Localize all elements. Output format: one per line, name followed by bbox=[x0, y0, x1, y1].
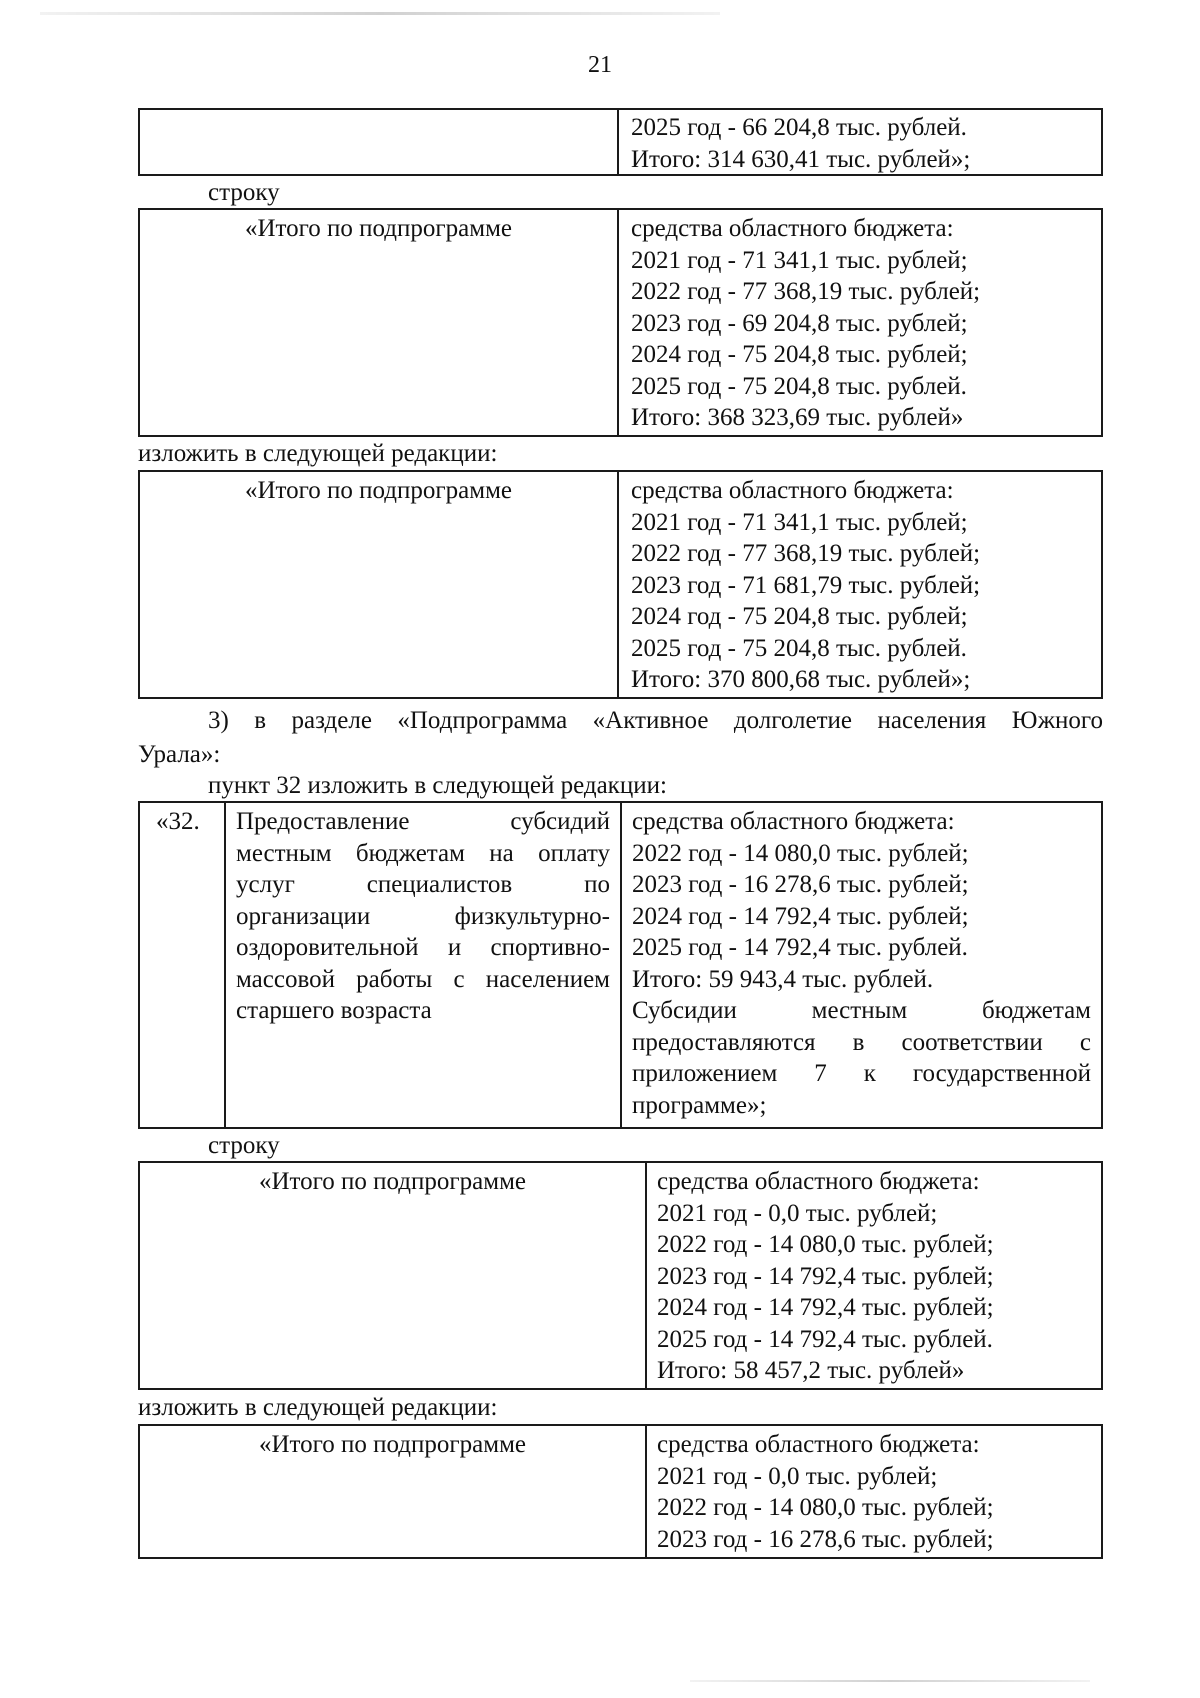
description-line: организации физкультурно- bbox=[236, 902, 610, 930]
subprogram-total-label: «Итого по подпрограмме bbox=[258, 1168, 526, 1195]
funding-line: 2021 год - 71 341,1 тыс. рублей; bbox=[631, 508, 968, 536]
subsidy-note-line: программе»; bbox=[632, 1091, 767, 1119]
funding-line: средства областного бюджета: bbox=[631, 477, 954, 504]
subprogram-total-funding-cell bbox=[645, 1163, 1101, 1388]
label-stroku: строку bbox=[208, 1132, 280, 1159]
section-paragraph-line1: 3) в разделе «Подпрограмма «Активное долголетие населения Южного bbox=[208, 707, 1103, 734]
subsidy-note-line: предоставляются в соответствии с bbox=[632, 1028, 1091, 1056]
description-line: массовой работы с населением bbox=[236, 965, 610, 993]
subprogram-total-label-cell bbox=[140, 1426, 645, 1557]
item-32-number-cell bbox=[140, 803, 224, 1127]
funding-line: 2025 год - 14 792,4 тыс. рублей. bbox=[632, 934, 968, 961]
table-continuation-left-cell bbox=[140, 110, 617, 174]
funding-line: 2024 год - 75 204,8 тыс. рублей; bbox=[631, 341, 968, 368]
subprogram-total-label-cell bbox=[140, 472, 617, 697]
funding-line: 2023 год - 71 681,79 тыс. рублей; bbox=[631, 571, 981, 599]
funding-line: 2021 год - 71 341,1 тыс. рублей; bbox=[631, 246, 968, 274]
section-paragraph-line2: Урала»: bbox=[138, 741, 221, 768]
subprogram-total-label-cell bbox=[140, 1163, 645, 1388]
subprogram-total-funding-cell bbox=[617, 472, 1101, 697]
funding-line: 2023 год - 14 792,4 тыс. рублей; bbox=[657, 1262, 994, 1290]
funding-line: 2022 год - 14 080,0 тыс. рублей; bbox=[632, 839, 969, 867]
funding-line: 2022 год - 77 368,19 тыс. рублей; bbox=[631, 540, 981, 567]
table-old-subprogram-total-2 bbox=[138, 1161, 1103, 1390]
table-new-subprogram-total-2 bbox=[138, 1424, 1103, 1559]
scan-artifact-bottom bbox=[690, 1680, 1090, 1682]
funding-line: 2022 год - 14 080,0 тыс. рублей; bbox=[657, 1494, 994, 1521]
description-line: оздоровительной и спортивно- bbox=[236, 934, 610, 961]
subprogram-total-label: «Итого по подпрограмме bbox=[244, 215, 512, 242]
funding-line: 2021 год - 0,0 тыс. рублей; bbox=[657, 1462, 938, 1490]
item-32-number: «32. bbox=[156, 808, 200, 835]
funding-line: 2021 год - 0,0 тыс. рублей; bbox=[657, 1199, 938, 1227]
label-stroku: строку bbox=[208, 179, 280, 206]
funding-line: 2023 год - 69 204,8 тыс. рублей; bbox=[631, 309, 968, 337]
funding-line: 2023 год - 16 278,6 тыс. рублей; bbox=[657, 1525, 994, 1553]
description-line: старшего возраста bbox=[236, 997, 432, 1024]
funding-line: средства областного бюджета: bbox=[657, 1168, 980, 1195]
funding-line: 2024 год - 14 792,4 тыс. рублей; bbox=[632, 902, 969, 930]
funding-line: Итого: 370 800,68 тыс. рублей»; bbox=[631, 666, 971, 693]
subprogram-total-label: «Итого по подпрограмме bbox=[258, 1431, 526, 1458]
table-item-32 bbox=[138, 801, 1103, 1129]
funding-line: Итого: 368 323,69 тыс. рублей» bbox=[631, 404, 964, 431]
funding-line: 2023 год - 16 278,6 тыс. рублей; bbox=[632, 871, 969, 898]
label-izlozhit: изложить в следующей редакции: bbox=[138, 1394, 498, 1421]
description-line: Предоставление субсидий bbox=[236, 808, 610, 835]
funding-line: Итого: 59 943,4 тыс. рублей. bbox=[632, 965, 934, 993]
item-32-funding-cell bbox=[620, 803, 1101, 1127]
item-32-description-cell bbox=[224, 803, 620, 1127]
label-izlozhit: изложить в следующей редакции: bbox=[138, 440, 498, 467]
scan-artifact-top bbox=[40, 12, 720, 15]
table-continuation bbox=[138, 108, 1103, 176]
funding-line: средства областного бюджета: bbox=[631, 215, 954, 242]
description-line: услуг специалистов по bbox=[236, 871, 610, 898]
funding-line: средства областного бюджета: bbox=[632, 808, 955, 835]
table-continuation-right-cell bbox=[617, 110, 1101, 174]
table-continuation-line: 2025 год - 66 204,8 тыс. рублей. bbox=[631, 114, 967, 141]
funding-line: 2024 год - 75 204,8 тыс. рублей; bbox=[631, 603, 968, 630]
description-line: местным бюджетам на оплату bbox=[236, 839, 610, 867]
funding-line: 2024 год - 14 792,4 тыс. рублей; bbox=[657, 1294, 994, 1321]
subsidy-note-line: приложением 7 к государственной bbox=[632, 1060, 1091, 1087]
funding-line: 2022 год - 14 080,0 тыс. рублей; bbox=[657, 1231, 994, 1258]
subprogram-total-label-cell bbox=[140, 210, 617, 435]
label-punkt-32: пункт 32 изложить в следующей редакции: bbox=[208, 772, 667, 799]
funding-line: 2025 год - 75 204,8 тыс. рублей. bbox=[631, 372, 967, 400]
table-old-subprogram-total bbox=[138, 208, 1103, 437]
funding-line: средства областного бюджета: bbox=[657, 1431, 980, 1458]
funding-line: 2025 год - 75 204,8 тыс. рублей. bbox=[631, 634, 967, 662]
page-number: 21 bbox=[588, 52, 612, 78]
subprogram-total-funding-cell bbox=[645, 1426, 1101, 1557]
funding-line: 2025 год - 14 792,4 тыс. рублей. bbox=[657, 1325, 993, 1353]
subsidy-note-line: Субсидии местным бюджетам bbox=[632, 997, 1091, 1024]
table-continuation-line: Итого: 314 630,41 тыс. рублей»; bbox=[631, 145, 971, 173]
table-new-subprogram-total bbox=[138, 470, 1103, 699]
funding-line: 2022 год - 77 368,19 тыс. рублей; bbox=[631, 278, 981, 305]
funding-line: Итого: 58 457,2 тыс. рублей» bbox=[657, 1357, 965, 1384]
subprogram-total-label: «Итого по подпрограмме bbox=[244, 477, 512, 504]
subprogram-total-funding-cell bbox=[617, 210, 1101, 435]
